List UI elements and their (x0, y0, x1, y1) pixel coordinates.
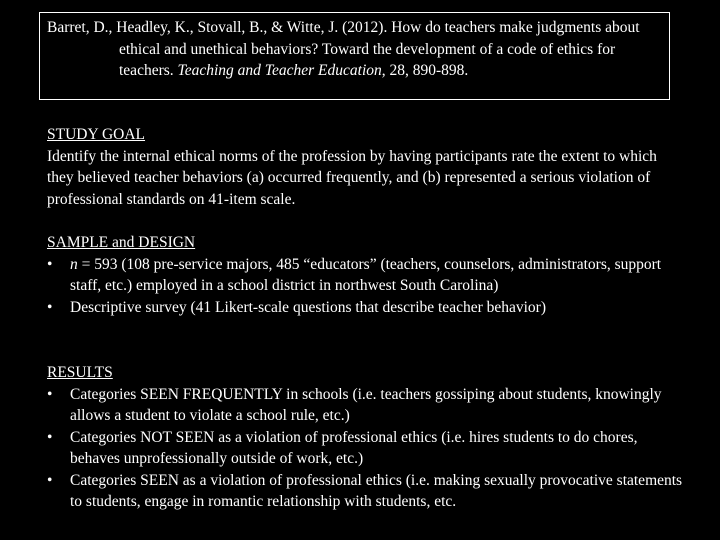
bullet-icon: • (47, 298, 53, 316)
study-goal-heading: STUDY GOAL (47, 126, 146, 143)
bullet-icon: • (47, 255, 53, 273)
results-item-text: Categories SEEN as a violation of professional ethics (i.e. making sexually provocative statements to students, engage in romantic relationship with students, etc. (70, 471, 683, 510)
list-item (47, 470, 687, 513)
results-item-text: Categories NOT SEEN as a violation of professional ethics (i.e. hires students to do chores, behaves unprofessionally outside of work, etc.) (70, 428, 638, 467)
bullet-icon: • (47, 428, 53, 446)
citation-box (39, 12, 670, 100)
sample-item-text: = 593 (108 pre-service majors, 485 “educators” (teachers, counselors, administrators, support staff, etc.) employed in a school district in northwest South Carolina) (70, 255, 662, 294)
sample-n-label: n (70, 255, 78, 273)
list-item (47, 254, 687, 297)
list-item (47, 297, 687, 319)
study-goal-section (47, 124, 687, 210)
citation-journal: Teaching and Teacher Education (177, 62, 382, 79)
bullet-icon: • (47, 385, 53, 403)
sample-design-list (47, 254, 687, 319)
results-heading: RESULTS (47, 364, 113, 381)
results-list (47, 384, 687, 513)
results-section (47, 362, 687, 513)
sample-design-section (47, 232, 687, 318)
citation-authors-title: Barret, D., Headley, K., Stovall, B., & Witte, J. (2012). How do teachers make judgments about ethical and unethical behaviors? Toward the development of a code of ethics for teachers. (47, 19, 640, 79)
citation-text (47, 17, 669, 82)
results-item-text: Categories SEEN FREQUENTLY in schools (i.e. teachers gossiping about students, knowingly allows a student to violate a school rule, etc.) (70, 385, 662, 424)
sample-design-heading: SAMPLE and DESIGN (47, 234, 196, 251)
list-item (47, 384, 687, 427)
design-item-text: Descriptive survey (41 Likert-scale questions that describe teacher behavior) (70, 298, 547, 316)
citation-volume-pages: , 28, 890-898. (381, 62, 469, 79)
bullet-icon: • (47, 471, 53, 489)
list-item (47, 427, 687, 470)
study-goal-text: Identify the internal ethical norms of the profession by having participants rate the extent to which they believed teacher behaviors (a) occurred frequently, and (b) represented a serious violation of professional standards on 41-item scale. (47, 147, 657, 208)
